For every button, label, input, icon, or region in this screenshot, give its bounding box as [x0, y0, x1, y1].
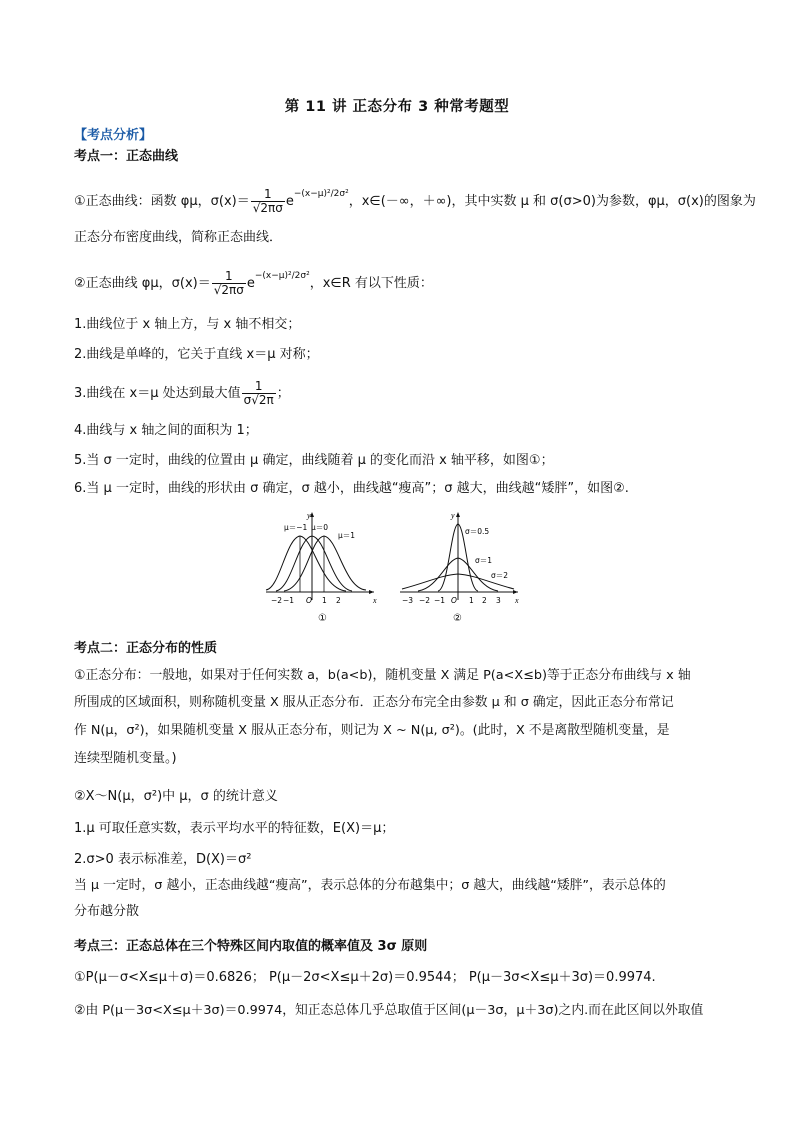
- fig1-curve-mu-neg1: [266, 536, 346, 591]
- fig1-tick-1: 1: [322, 596, 327, 605]
- fig2-tick-2: 2: [482, 596, 487, 605]
- k1-p1-line: [74, 187, 756, 217]
- exp-base: e: [285, 194, 294, 209]
- fig1-label-mu-neg1: μ＝−1: [284, 523, 308, 532]
- fig2-tick-3: 3: [496, 596, 501, 605]
- fig1-tick-2: 2: [336, 596, 341, 605]
- fig1-label-mu-1: μ＝1: [338, 531, 356, 540]
- fig1-curve-mu-1: [284, 536, 366, 591]
- fig1-tick-origin: O: [306, 596, 312, 605]
- fig2-y-arrow: [456, 512, 460, 517]
- k1-item-5: 5.当 σ 一定时，曲线的位置由 μ 确定，曲线随着 μ 的变化而沿 x 轴平移，如图①；: [74, 453, 554, 468]
- fig2-y-label: y: [451, 511, 455, 520]
- max-num: 1: [242, 380, 276, 394]
- k1-item-1: 1.曲线位于 x 轴上方，与 x 轴不相交；: [74, 317, 301, 332]
- fig2-label-sigma-2: σ＝2: [491, 571, 509, 580]
- pdf-fraction: [251, 188, 285, 215]
- k2-line-7: 2.σ>0 表示标准差，D(X)＝σ²: [74, 852, 252, 867]
- k2-line-6: 1.μ 可取任意实数，表示平均水平的特征数，E(X)＝μ；: [74, 821, 395, 836]
- k1-item-3: [74, 380, 724, 408]
- fig1-label-mu-0: μ＝0: [311, 523, 329, 532]
- k3-line-1: ①P(μ－σ<X≤μ＋σ)＝0.6826； P(μ－2σ<X≤μ＋2σ)＝0.9544； P(μ－3σ<X≤μ＋3σ)＝0.9974.: [74, 970, 656, 985]
- fig2-x-label: x: [515, 596, 519, 605]
- figures-svg: [262, 508, 524, 626]
- fig2-label-sigma-1: σ＝1: [475, 556, 493, 565]
- exp-sup-2: −(x−μ)²/2σ²: [254, 271, 310, 281]
- k2-line-4: 连续型随机变量。): [74, 751, 177, 766]
- k1-item-6: 6.当 μ 一定时，曲线的形状由 σ 确定，σ 越小，曲线越“瘦高”；σ 越大，曲线越“矮胖”，如图②.: [74, 481, 629, 496]
- k1-item-3-text: 3.曲线在 x＝μ 处达到最大值: [74, 386, 241, 401]
- frac-num-2: 1: [212, 270, 246, 284]
- fig2-tick-neg2: −2: [419, 596, 431, 605]
- fig2-x-arrow: [513, 590, 518, 594]
- max-tail: ；: [276, 386, 290, 401]
- fig2-tick-neg1: −1: [434, 596, 446, 605]
- page-title: 第 11 讲 正态分布 3 种常考题型: [284, 99, 510, 115]
- max-den: σ√2π: [243, 393, 274, 407]
- k1-p1-text-b: ，x∈(－∞，＋∞)，其中实数 μ 和 σ(σ>0)为参数，φμ，σ(x)的图象为: [348, 194, 756, 209]
- figure-1: [266, 511, 377, 624]
- fig2-label-sigma-05: σ＝0.5: [465, 527, 490, 536]
- k1-p2-text-a: ②正态曲线 φμ，σ(x)＝: [74, 276, 211, 291]
- k3-heading: 考点三：正态总体在三个特殊区间内取值的概率值及 3σ 原则: [74, 939, 428, 954]
- max-fraction: [242, 380, 276, 407]
- fig2-tick-origin: O: [451, 596, 457, 605]
- fig2-caption: ②: [453, 613, 462, 624]
- k2-line-3: 作 N(μ，σ²)，如果随机变量 X 服从正态分布，则记为 X ~ N(μ, σ²)。(此时，X 不是离散型随机变量，是: [74, 723, 670, 738]
- fig2-tick-1: 1: [469, 596, 474, 605]
- k2-line-2: 所围成的区域面积，则称随机变量 X 服从正态分布．正态分布完全由参数 μ 和 σ 确定，因此正态分布常记: [74, 695, 674, 710]
- k1-p1-text-a: ①正态曲线：函数 φμ，σ(x)＝: [74, 194, 250, 209]
- k1-p2-text-b: ，x∈R 有以下性质：: [309, 276, 433, 291]
- exp-sup: −(x−μ)²/2σ²: [293, 189, 349, 199]
- k2-line-5: ②X～N(μ，σ²)中 μ，σ 的统计意义: [74, 789, 278, 804]
- exp-base-2: e: [246, 276, 255, 291]
- normal-curve-figures: [262, 508, 524, 626]
- k2-heading: 考点二：正态分布的性质: [74, 641, 218, 656]
- k1-p1-line2: 正态分布密度曲线，简称正态曲线．: [74, 230, 283, 245]
- pdf-fraction-2: [212, 270, 246, 297]
- section-heading: 【考点分析】: [74, 128, 153, 143]
- k1-item-4: 4.曲线与 x 轴之间的面积为 1；: [74, 423, 258, 438]
- fig1-y-label: y: [307, 511, 311, 520]
- k2-line-8: 当 μ 一定时，σ 越小，正态曲线越“瘦高”，表示总体的分布越集中；σ 越大，曲线越“矮胖”，表示总体的: [74, 878, 666, 893]
- k3-line-2: ②由 P(μ－3σ<X≤μ＋3σ)＝0.9974，知正态总体几乎总取值于区间(μ－3σ，μ＋3σ)之内.而在此区间以外取值: [74, 1003, 704, 1018]
- k1-heading: 考点一：正态曲线: [74, 149, 179, 164]
- k1-item-2: 2.曲线是单峰的，它关于直线 x＝μ 对称；: [74, 347, 319, 362]
- frac-den: √2πσ: [252, 201, 283, 215]
- fig2-tick-neg3: −3: [402, 596, 414, 605]
- fig1-x-arrow: [369, 590, 374, 594]
- k1-p2-line: [74, 270, 724, 299]
- fig1-x-label: x: [373, 596, 377, 605]
- fig1-tick-neg2: −2: [271, 596, 283, 605]
- k2-line-1: ①正态分布：一般地，如果对于任何实数 a，b(a<b)，随机变量 X 满足 P(a<X≤b)等于正态分布曲线与 x 轴: [74, 668, 691, 683]
- fig1-curve-mu-0: [276, 536, 352, 591]
- k2-line-9: 分布越分散: [74, 904, 140, 919]
- frac-den-2: √2πσ: [213, 283, 244, 297]
- figure-2: [400, 511, 519, 624]
- fig1-y-arrow: [310, 512, 314, 517]
- fig1-tick-neg1: −1: [283, 596, 295, 605]
- frac-num: 1: [251, 188, 285, 202]
- fig1-caption: ①: [318, 613, 327, 624]
